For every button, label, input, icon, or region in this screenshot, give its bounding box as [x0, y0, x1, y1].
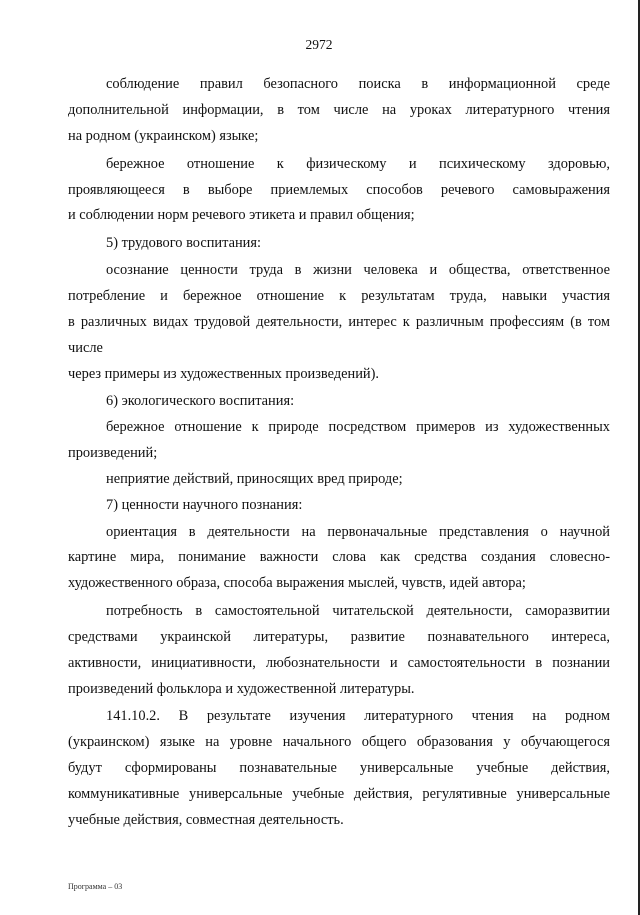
section-heading: 6) экологического воспитания:	[106, 393, 295, 409]
text-line: осознание ценности труда в жизни человека и общества, ответственное	[106, 262, 610, 278]
text-line: дополнительной информации, в том числе на уроках литературного чтения	[68, 102, 610, 118]
text-line: активности, инициативности, любознательности и самостоятельности в познании	[68, 655, 610, 671]
text-line: проявляющееся в выборе приемлемых способов речевого самовыражения	[68, 182, 610, 198]
section-heading: 7) ценности научного познания:	[106, 497, 303, 513]
text-line: ориентация в деятельности на первоначальные представления о научной	[106, 524, 610, 540]
text-line: неприятие действий, приносящих вред природе;	[106, 471, 403, 487]
text-line: бережное отношение к физическому и психическому здоровью,	[106, 156, 610, 172]
text-line: и соблюдении норм речевого этикета и правил общения;	[68, 207, 415, 223]
text-line: потребление и бережное отношение к результатам труда, навыки участия	[68, 288, 610, 304]
text-line: числе	[68, 340, 103, 356]
text-line: бережное отношение к природе посредством примеров из художественных	[106, 419, 610, 435]
text-line: через примеры из художественных произведений).	[68, 366, 380, 382]
text-line: учебные действия, совместная деятельность.	[68, 812, 344, 828]
text-line: (украинском) языке на уровне начального общего образования у обучающегося	[68, 734, 610, 750]
text-line: картине мира, понимание важности слова как средства создания словесно-	[68, 549, 610, 565]
text-line: соблюдение правил безопасного поиска в информационной среде	[106, 76, 610, 92]
text-line: коммуникативные универсальные учебные действия, регулятивные универсальные	[68, 786, 610, 802]
text-line: художественного образа, способа выражения мыслей, чувств, идей автора;	[68, 575, 526, 591]
text-line: 141.10.2. В результате изучения литературного чтения на родном	[106, 708, 610, 724]
text-line: в различных видах трудовой деятельности, интерес к различным профессиям (в том	[68, 314, 610, 330]
page-number: 2972	[305, 37, 333, 52]
section-heading: 5) трудового воспитания:	[106, 235, 262, 251]
text-line: потребность в самостоятельной читательской деятельности, саморазвитии	[106, 603, 610, 619]
text-line: будут сформированы познавательные универсальные учебные действия,	[68, 760, 610, 776]
text-line: на родном (украинском) языке;	[68, 128, 259, 144]
text-line: средствами украинской литературы, развитие познавательного интереса,	[68, 629, 610, 645]
text-line: произведений;	[68, 445, 158, 461]
text-line: произведений фольклора и художественной литературы.	[68, 681, 415, 697]
page-footer: Программа – 03	[68, 882, 123, 891]
